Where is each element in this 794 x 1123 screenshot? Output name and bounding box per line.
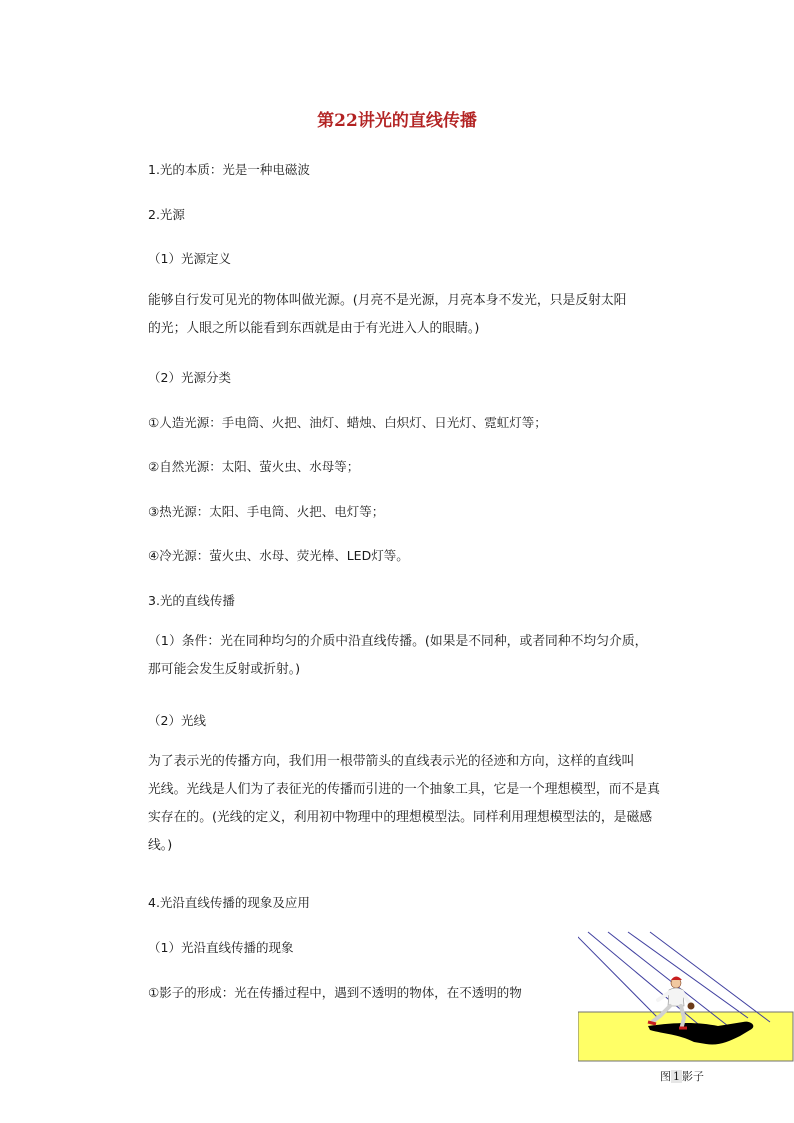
section-4-1-heading: （1）光沿直线传播的现象	[148, 940, 294, 955]
paragraph-line: 为了表示光的传播方向，我们用一根带箭头的直线表示光的径迹和方向，这样的直线叫	[148, 754, 635, 769]
figure-caption	[660, 1068, 704, 1084]
shadow-formation-text: ①影子的形成：光在传播过程中，遇到不透明的物体，在不透明的物	[148, 985, 522, 1000]
section-4-heading: 4.光沿直线传播的现象及应用	[148, 895, 310, 910]
paragraph-line: 能够自行发可见光的物体叫做光源。(月亮不是光源，月亮本身不发光，只是反射太阳	[148, 293, 627, 308]
paragraph-line: 的光；人眼之所以能看到东西就是由于有光进入人的眼睛。)	[148, 321, 480, 336]
caption-prefix: 图	[660, 1070, 671, 1083]
page-title: 第22讲光的直线传播	[317, 111, 477, 131]
shadow-figure	[578, 930, 794, 1062]
section-2-2-heading: （2）光源分类	[148, 370, 231, 385]
paragraph-line: 实存在的。(光线的定义，利用初中物理中的理想模型法。同样利用理想模型法的，是磁感	[148, 810, 653, 825]
section-3-heading: 3.光的直线传播	[148, 593, 235, 608]
list-item-hot: ③热光源：太阳、手电筒、火把、电灯等；	[148, 504, 385, 519]
list-item-natural: ②自然光源：太阳、萤火虫、水母等；	[148, 459, 360, 474]
section-1-heading: 1.光的本质：光是一种电磁波	[148, 162, 310, 177]
caption-number: 1	[673, 1070, 680, 1083]
paragraph-line: 那可能会发生反射或折射。)	[148, 662, 301, 677]
paragraph-line: （1）条件：光在同种均匀的介质中沿直线传播。(如果是不同种，或者同种不均匀介质，	[148, 634, 648, 649]
propagation-condition	[148, 628, 668, 684]
list-item-artificial: ①人造光源：手电筒、火把、油灯、蜡烛、白炽灯、日光灯、霓虹灯等；	[148, 415, 547, 430]
paragraph-line: 线。)	[148, 838, 173, 853]
light-ray-definition	[148, 748, 658, 860]
caption-suffix: 影子	[682, 1070, 704, 1083]
list-item-cold: ④冷光源：萤火虫、水母、荧光棒、LED灯等。	[148, 548, 409, 563]
section-2-1-heading: （1）光源定义	[148, 251, 231, 266]
light-source-definition	[148, 287, 658, 343]
paragraph-line: 光线。光线是人们为了表征光的传播而引进的一个抽象工具，它是一个理想模型，而不是真	[148, 782, 660, 797]
shadow-illustration	[578, 930, 794, 1062]
section-3-2-heading: （2）光线	[148, 713, 206, 728]
section-2-heading: 2.光源	[148, 207, 185, 222]
